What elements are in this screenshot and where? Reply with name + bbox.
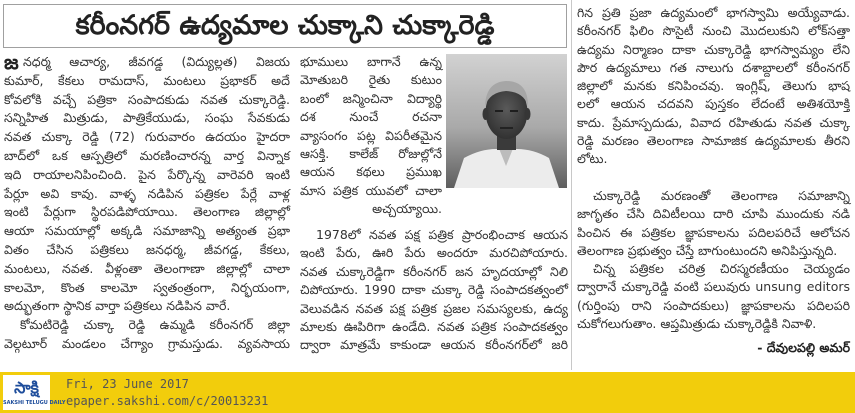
text-line: వితం చేసిన పత్రికలు జనధర్మ, జీవగడ్డ, కేకలు,	[4, 241, 290, 257]
text-line: జాగృతం చేసి దివిటీలయి దారి చూపి ముందుకు నడి	[577, 206, 850, 222]
left-column-paragraph-2	[4, 316, 290, 354]
text-line: మోతుబరి రైతు కుటుం	[300, 72, 442, 88]
text-line: సన్నిహిత మిత్రుడు, పాత్రికేయుడు, సంఘ సేవకుడు	[4, 110, 290, 126]
text-line: పించిన ఈ పత్రికల జ్ఞాపకాలను పదిలపరిచే ఆలోచన	[577, 224, 850, 240]
text-line: చిపోయారు. 1990 దాకా చుక్కా రెడ్డి సంపాదకత్వంలో	[300, 282, 568, 298]
text-line: నవత చుక్కా రెడ్డి (72) గురువారం ఉదయం హైదరా	[4, 129, 290, 145]
text-line: గిన ప్రతి ప్రజా ఉద్యమంలో భాగస్వామి అయ్యేవాడు.	[577, 5, 850, 20]
edition-date: Fri, 23 June 2017	[66, 377, 189, 391]
portrait-photo	[446, 54, 567, 188]
sakshi-logo[interactable]	[3, 375, 66, 410]
right-column-paragraph-3	[577, 260, 850, 333]
text-line: రెడ్డి మరణం తెలంగాణ సామాజిక ఉద్యమాలకు తీరని	[577, 133, 850, 149]
text-line: ద్వారానే చుక్కారెడ్డి వంటి పలువురు unsung editors	[577, 279, 850, 295]
text-line: భూములు బాగానే ఉన్న	[300, 54, 442, 69]
text-line: మంటలు, నవత. వీళ్లంతా తెలంగాణా జిల్లాల్లో చాలా	[4, 260, 290, 276]
text-line: చుక్కారెడ్డి మరణంతో తెలంగాణ సమాజాన్ని	[593, 188, 850, 203]
text-line: 1978లో నవత పక్ష పత్రిక ప్రారంభించాక ఆయన	[316, 227, 568, 242]
text-line: కాదు. ప్రేమాస్పదుడు, వివాద రహితుడు నవత చుక్కా	[577, 114, 850, 130]
text-line: ఆసక్తి. కాలేజ్ రోజుల్లోనే	[300, 145, 442, 161]
text-line: కాలమో, కొంత కాలమో స్వతంత్రంగా, నిర్భయంగా,	[4, 279, 290, 295]
text-line: అచ్చయ్యాయి.	[372, 201, 442, 217]
right-column-paragraph-2	[577, 187, 850, 260]
text-line: కరీంనగర్ ఫిలిం సొసైటీ నుంచి మొదలుకుని లోక్‌సత్తా	[577, 23, 850, 39]
text-line: చుకోగలుగుతాం. ఆప్తమిత్రుడు చుక్కారెడ్డికి నివాళి.	[577, 316, 817, 332]
text-line: వెల్గటూర్ మండలం చేగ్యాం గ్రామస్తుడు. వ్యవసాయ	[4, 335, 290, 351]
epaper-url[interactable]: epaper.sakshi.com/c/20013231	[66, 394, 269, 408]
text-line: దశ నుంచే రచనా	[300, 109, 442, 125]
text-line: ఆయన కథలు ప్రముఖ	[300, 164, 442, 180]
text-line: చిన్న పత్రికల చరిత్ర చిరస్మరణీయం చెయ్యడం	[593, 261, 850, 277]
text-line: కోమటిరెడ్డి చుక్కా రెడ్డి ఉమ్మడి కరీంనగర్ జిల్లా	[20, 317, 290, 333]
text-line: వ్యాసంగం పట్ల విపరీతమైన	[300, 127, 442, 143]
drop-cap: జ	[4, 50, 19, 74]
text-line: (గుర్తింపు రాని సంపాదకులు) జ్ఞాపకాలను పదిలపరి	[577, 297, 850, 313]
text-line: కుమార్, కేకలు రామదాస్, మంటలు ప్రభాకర్ అదే	[4, 72, 290, 88]
text-line: నధర్మ ఆచార్య, జీవగడ్డ (విద్యుల్లత) విజయ	[23, 54, 290, 69]
text-line: బాద్‌లో ఒక ఆస్పత్రిలో మరణించారన్న వార్త విన్నాక	[4, 147, 290, 163]
middle-column-paragraph-2	[300, 226, 568, 355]
text-line: కోవలోకి వచ్చే పత్రికా సంపాదకుడు నవత చుక్కారెడ్డి.	[4, 91, 290, 107]
text-line: అద్భుతంగా స్థానిక వార్తా పత్రికలు నడిపిన వారే.	[4, 298, 231, 314]
text-line: ఇంటి పేర్లుగా స్థిరపడిపోయాయి. తెలంగాణ జిల్లాల్లో	[4, 204, 290, 220]
text-line: పేర్లూ అవి కావు. వాళ్ళ నడిపిన పత్రికల పేర్లే వాళ్ల	[4, 185, 290, 201]
logo-wordmark: సాక్షి	[14, 378, 39, 397]
text-line: బంలో జన్మించినా విద్యార్థి	[300, 90, 442, 106]
text-line: ఇది రాయాలనిపించింది. పైన పేర్కొన్న వారెవరి ఇంటి	[4, 166, 290, 182]
portrait-photo-image	[446, 54, 567, 188]
text-line: తెలంగాణ ప్రభుత్వం చేస్తే బాగుంటుందని అనిపిస్తున్నది.	[577, 242, 838, 258]
logo-tagline: SAKSHI TELUGU DAILY	[3, 400, 66, 406]
text-line: ఆయా సమయాల్లో అక్కడి సమాజాన్ని అత్యంత ప్రభా	[4, 223, 290, 239]
text-line: ద్వారా మాత్రమే కాకుండా ఆయన కరీంనగర్‌లో జరి	[300, 337, 568, 353]
text-line: మాలకు ఊపిరిగా ఉండేది. నవత పత్రిక సంపాదకత్వం	[300, 318, 568, 334]
text-line: నవత చుక్కారెడ్డిగా కరీంనగర్ జన హృదయాల్లో నిలి	[300, 263, 568, 279]
column-divider	[571, 0, 572, 370]
text-line: లోటు.	[577, 151, 608, 167]
right-column-paragraph-1	[577, 4, 850, 169]
text-line: మాస పత్రిక యువలో చాలా	[300, 182, 442, 198]
text-line: వెలువడిన నవత పక్ష పత్రిక ప్రజల సమస్యలకు, ఉద్య	[300, 300, 568, 316]
left-column-paragraph-1	[4, 50, 290, 316]
text-line: జిల్లాలో మనకు కనిపించవు. ఇంగ్లిష్, తెలుగు భాష	[577, 78, 850, 94]
epaper-footer	[0, 372, 855, 413]
text-line: ఇంటి పేరు, ఊరి పేరు అందరూ మరచిపోయారు.	[300, 245, 568, 261]
text-line: పౌర ఉద్యమాలు గత నాలుగు దశాబ్దాలలో కరీంనగర్	[577, 59, 850, 75]
middle-column-paragraph-1	[300, 53, 442, 219]
text-line: ఉద్యమ నిర్మాణం దాకా చుక్కారెడ్డి భాగస్వామ్యం లేని	[577, 41, 850, 57]
author-byline: - దేవులపల్లి అమర్	[757, 340, 850, 355]
text-line: లలో ఆయన చదవని పుస్తకం లేదంటే అతిశయోక్తి	[577, 96, 850, 112]
headline: కరీంనగర్ ఉద్యమాల చుక్కాని చుక్కారెడ్డి	[3, 4, 567, 48]
